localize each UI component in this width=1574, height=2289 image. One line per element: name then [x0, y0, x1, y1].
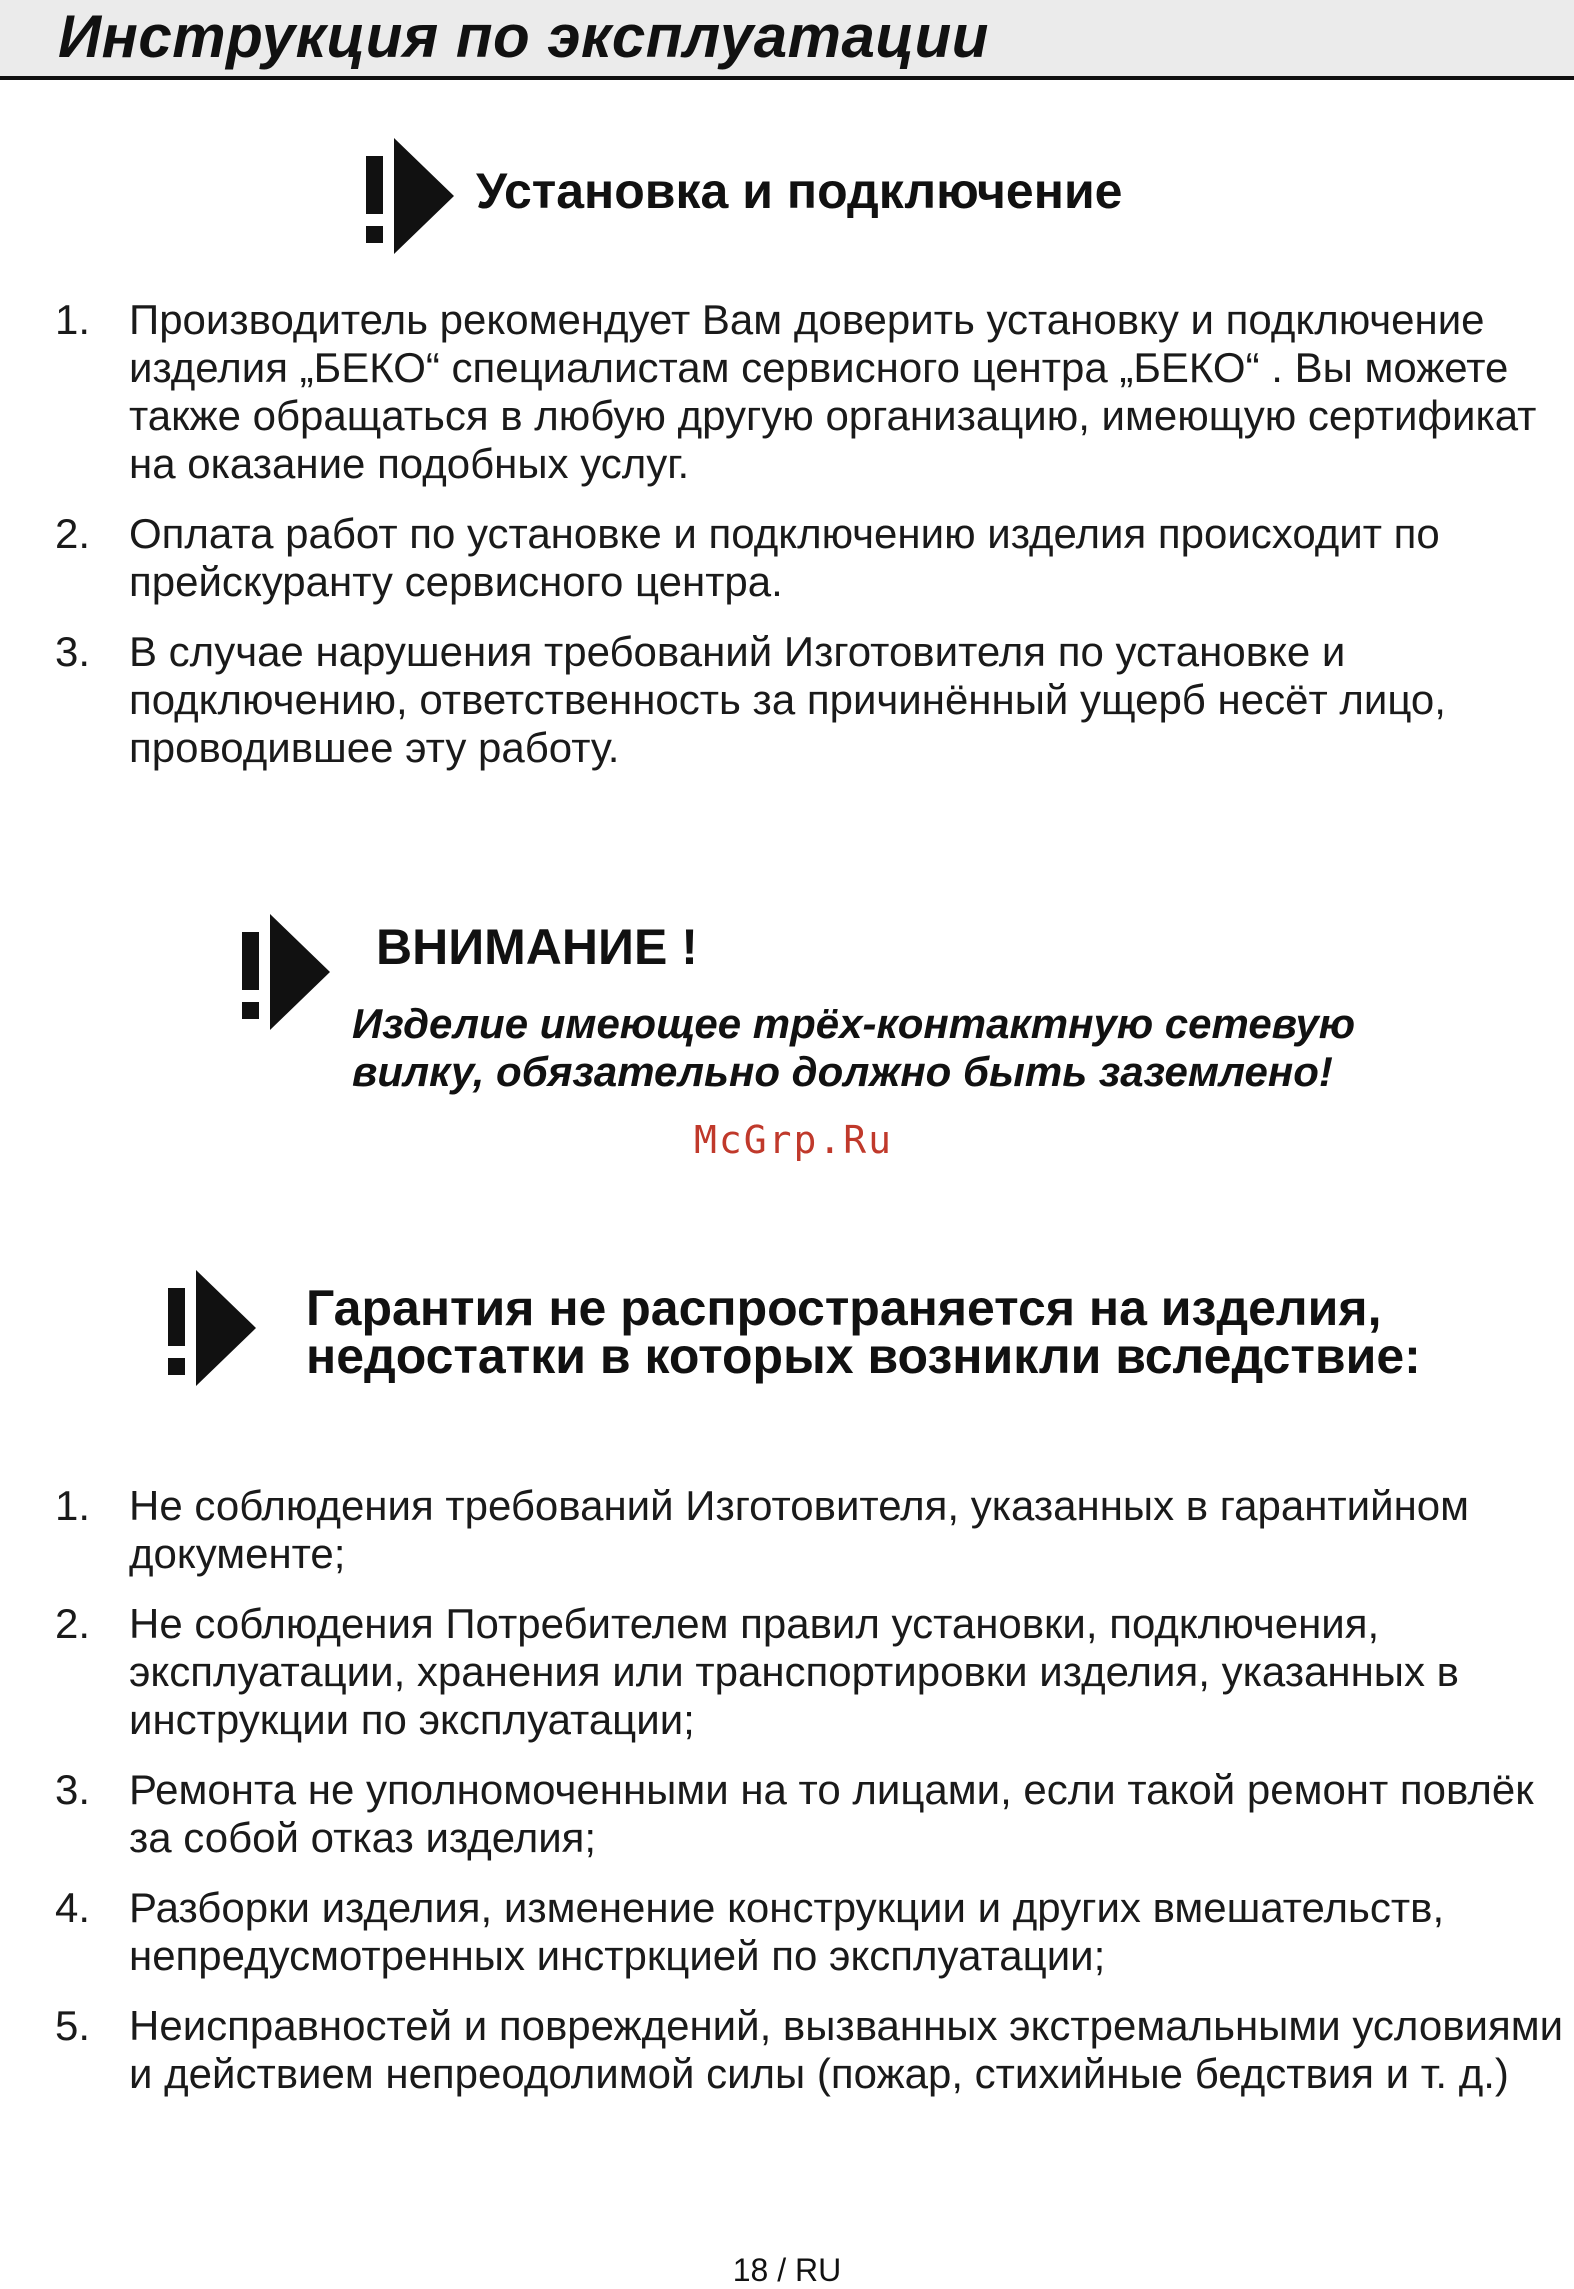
warning-text: Изделие имеющее трёх-контактную сетевую вилку, обязательно должно быть заземлено!: [352, 1000, 1356, 1095]
list-item: 1. Производитель рекомендует Вам доверить установку и подключение изделия „БЕКО“ специалистам сервисного центра „БЕКО“ . Вы можете также обращаться в любую другую организацию, имеющую сертификат на оказание подобных услуг.: [55, 296, 1537, 487]
warning-icon: [232, 910, 332, 1030]
warning-icon: [356, 134, 456, 254]
warning-icon: [158, 1266, 258, 1386]
list-item: 1. Не соблюдения требований Изготовителя, указанных в гарантийном документе;: [55, 1482, 1470, 1577]
list-item: 2. Не соблюдения Потребителем правил установки, подключения, эксплуатации, хранения или транспортировки изделия, указанных в инструкции по эксплуатации;: [55, 1600, 1459, 1743]
list-item: 4. Разборки изделия, изменение конструкции и других вмешательств, непредусмотренных инстркцией по эксплуатации;: [55, 1884, 1445, 1979]
warning-title: ВНИМАНИЕ !: [376, 919, 698, 975]
list-item: 2. Оплата работ по установке и подключению изделия происходит по прейскуранту сервисного центра.: [55, 510, 1440, 605]
installation-list: [55, 296, 1574, 772]
page-header: [0, 0, 1574, 80]
list-item: 3. В случае нарушения требований Изготовителя по установке и подключению, ответственность за причинённый ущерб несёт лицо, проводившее эту работу.: [55, 628, 1446, 771]
page-number: 18 / RU: [732, 2252, 842, 2288]
installation-heading: Установка и подключение: [476, 163, 1123, 219]
list-item: 5. Неисправностей и повреждений, вызванных экстремальными условиями и действием непреодолимой силы (пожар, стихийные бедствия и т. д.): [55, 2002, 1564, 2097]
guarantee-heading: Гарантия не распространяется на изделия, недостатки в которых возникли вследствие:: [306, 1280, 1421, 1384]
watermark: McGrp.Ru: [694, 1118, 894, 1162]
guarantee-list: [55, 1482, 1574, 2098]
document-title: Инструкция по эксплуатации: [58, 3, 989, 70]
list-item: 3. Ремонта не уполномоченными на то лицами, если такой ремонт повлёк за собой отказ изделия;: [55, 1766, 1534, 1861]
